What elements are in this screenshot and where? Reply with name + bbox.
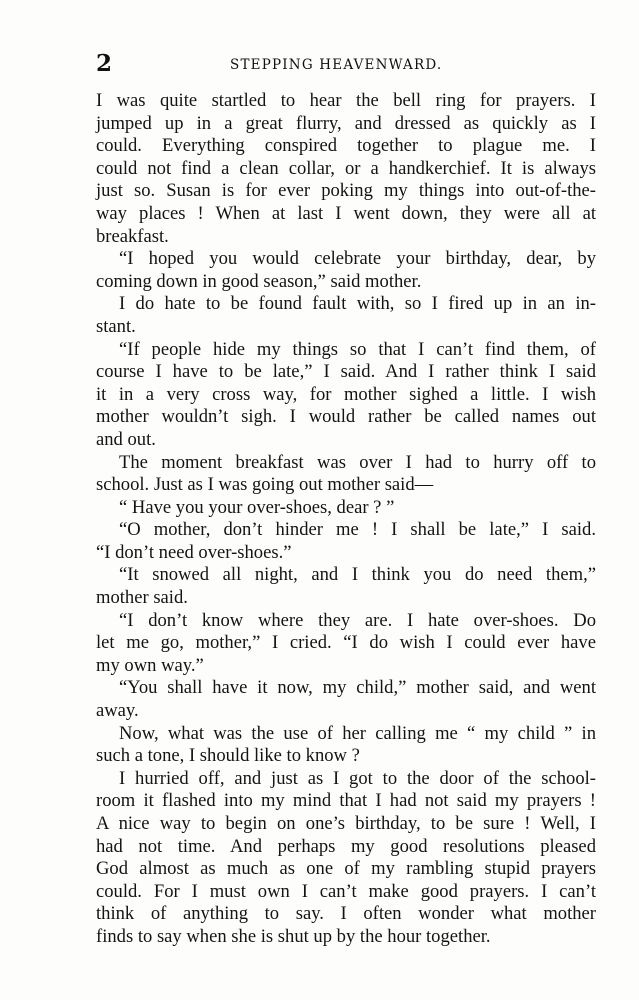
text-line: school. Just as I was going out mother said— [96, 474, 434, 496]
text-line: had not time. And perhaps my good resolutions pleased [96, 835, 596, 857]
text-line: I hurried off, and just as I got to the door of the school- [119, 767, 596, 789]
text-line: “ Have you your over-shoes, dear ? ” [119, 496, 395, 518]
text-line: think of anything to say. I often wonder what mother [96, 903, 596, 925]
text-line: room it flashed into my mind that I had not said my prayers ! [96, 790, 596, 812]
text-line: stant. [96, 315, 136, 337]
text-line: finds to say when she is shut up by the hour together. [96, 925, 491, 947]
text-line: “I hoped you would celebrate your birthday, dear, by [119, 248, 596, 270]
text-line: let me go, mother,” I cried. “I do wish I could ever have [96, 632, 596, 654]
body-text [96, 90, 596, 949]
text-line: Now, what was the use of her calling me “ my child ” in [119, 722, 596, 744]
page-number: 2 [96, 50, 113, 77]
text-line: and out. [96, 428, 156, 450]
text-line: my own way.” [96, 654, 204, 676]
text-line: coming down in good season,” said mother. [96, 270, 422, 292]
text-line: course I have to be late,” I said. And I rather think I said [96, 361, 596, 383]
text-line: The moment breakfast was over I had to hurry off to [119, 451, 596, 473]
text-line: could. For I must own I can’t make good prayers. I can’t [96, 880, 596, 902]
text-line: it in a very cross way, for mother sighed a little. I wish [96, 383, 596, 405]
text-line: such a tone, I should like to know ? [96, 745, 360, 767]
text-line: “I don’t need over-shoes.” [96, 541, 292, 563]
running-head: STEPPING HEAVENWARD. [230, 57, 443, 73]
page-header [92, 50, 596, 78]
text-line: “I don’t know where they are. I hate over-shoes. Do [119, 609, 596, 631]
text-line: mother said. [96, 587, 188, 609]
text-line: “You shall have it now, my child,” mother said, and went [119, 677, 596, 699]
text-line: mother wouldn’t sigh. I would rather be called names out [96, 406, 596, 428]
text-line: could not find a clean collar, or a handkerchief. It is always [96, 157, 596, 179]
text-line: God almost as much as one of my rambling stupid prayers [96, 858, 596, 880]
text-line: “It snowed all night, and I think you do need them,” [119, 564, 596, 586]
text-line: breakfast. [96, 225, 169, 247]
text-line: “If people hide my things so that I can’t find them, of [119, 338, 596, 360]
text-line: jumped up in a great flurry, and dressed as quickly as I [96, 112, 596, 134]
text-line: A nice way to begin on one’s birthday, to be sure ! Well, I [96, 813, 596, 834]
text-line: just so. Susan is for ever poking my things into out-of-the- [96, 180, 596, 202]
text-line: way places ! When at last I went down, they were all at [96, 202, 596, 224]
text-line: could. Everything conspired together to plague me. I [96, 135, 596, 157]
text-line: “O mother, don’t hinder me ! I shall be late,” I said. [119, 519, 596, 541]
text-line: I was quite startled to hear the bell ring for prayers. I [96, 90, 596, 111]
text-line: I do hate to be found fault with, so I fired up in an in- [119, 293, 596, 315]
text-line: away. [96, 700, 139, 722]
